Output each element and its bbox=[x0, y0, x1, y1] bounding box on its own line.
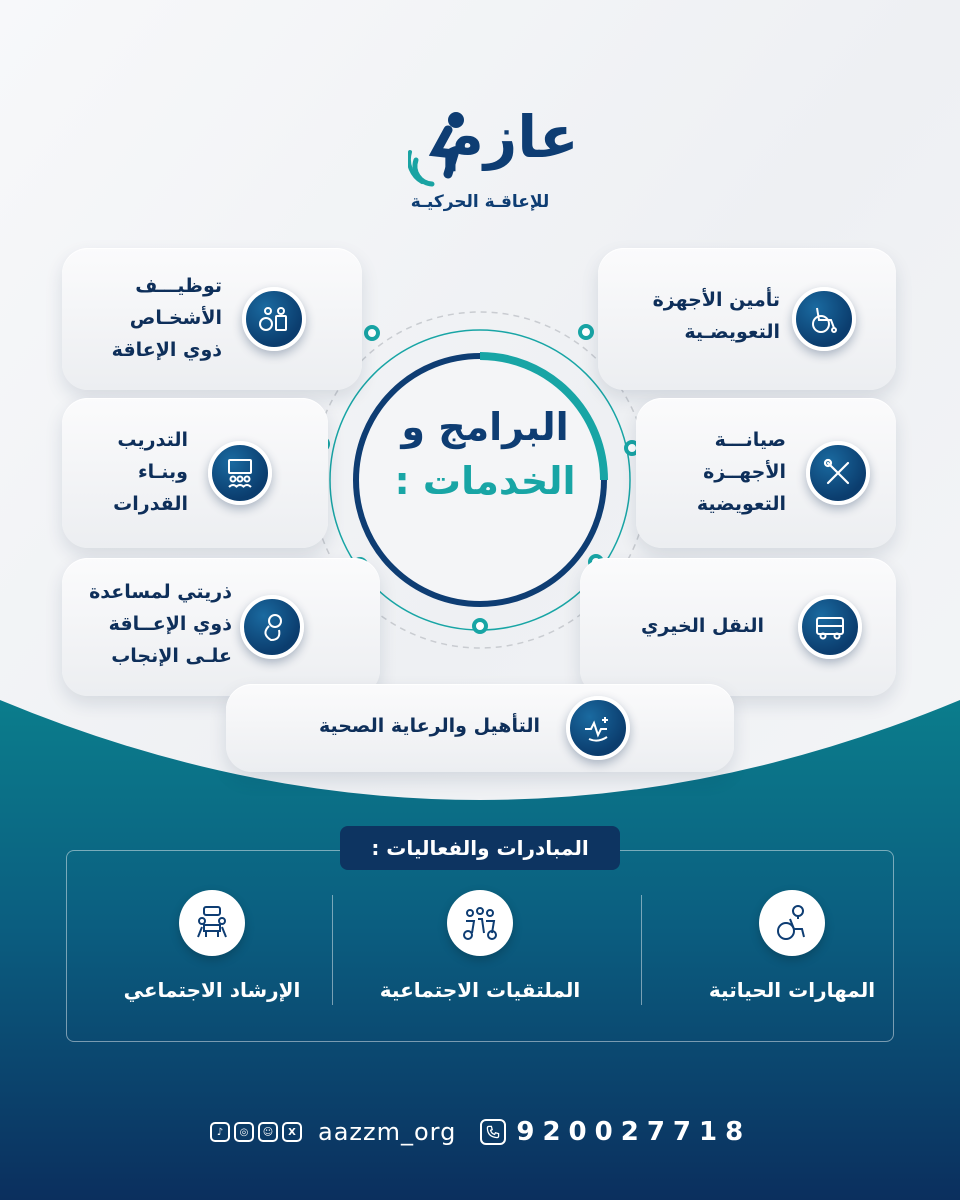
service-label-transport: النقل الخيري bbox=[641, 615, 764, 637]
phone-icon bbox=[480, 1119, 506, 1145]
logo-wordmark: عازم bbox=[441, 103, 579, 171]
service-card-fertility[interactable] bbox=[62, 558, 380, 696]
initiative-life-skills[interactable] bbox=[672, 890, 912, 1002]
social-handle[interactable]: aazzm_org bbox=[318, 1118, 457, 1146]
service-label-healthcare: التأهيل والرعاية الصحية bbox=[318, 715, 540, 737]
service-card-healthcare[interactable] bbox=[226, 684, 734, 772]
social-gathering-icon bbox=[447, 890, 513, 956]
initiative-label: الإرشاد الاجتماعي bbox=[123, 978, 301, 1002]
social-icons bbox=[210, 1122, 302, 1142]
center-title-line1: البرامج و bbox=[401, 405, 569, 449]
service-label-devices: تأمين الأجهزة التعويضـية bbox=[652, 289, 780, 343]
service-card-employment[interactable] bbox=[62, 248, 362, 390]
healthcare-icon bbox=[566, 696, 630, 760]
initiatives-title: المبادرات والفعاليات : bbox=[340, 826, 620, 870]
instagram-icon[interactable]: ◎ bbox=[234, 1122, 254, 1142]
logo bbox=[380, 100, 580, 230]
service-label-employment: توظيـــف الأشخـاص ذوي الإعاقة bbox=[111, 275, 222, 361]
x-icon[interactable]: X bbox=[282, 1122, 302, 1142]
workers-icon bbox=[242, 287, 306, 351]
footer-contact bbox=[210, 1112, 770, 1152]
service-card-training[interactable] bbox=[62, 398, 328, 548]
life-skills-icon bbox=[759, 890, 825, 956]
training-icon bbox=[208, 441, 272, 505]
logo-subtitle: للإعاقـة الحركيـة bbox=[410, 192, 550, 212]
tiktok-icon[interactable]: ♪ bbox=[210, 1122, 230, 1142]
initiative-label: الملتقيات الاجتماعية bbox=[379, 978, 581, 1002]
initiative-social-gatherings[interactable] bbox=[360, 890, 600, 1002]
social-counseling-icon bbox=[179, 890, 245, 956]
service-label-fertility: ذريتي لمساعدة ذوي الإعــاقة علـى الإنجاب bbox=[89, 581, 232, 667]
initiative-social-counseling[interactable] bbox=[92, 890, 332, 1002]
center-title bbox=[360, 400, 610, 508]
service-card-maintenance[interactable] bbox=[636, 398, 896, 548]
baby-icon bbox=[240, 595, 304, 659]
wheelchair-icon bbox=[792, 287, 856, 351]
phone-number[interactable]: 920027718 bbox=[516, 1117, 752, 1147]
center-title-line2: الخدمات : bbox=[394, 459, 576, 503]
service-label-maintenance: صيانـــة الأجهــزة التعويضية bbox=[696, 429, 786, 515]
divider bbox=[332, 895, 333, 1005]
service-card-transport[interactable] bbox=[580, 558, 896, 696]
service-card-devices[interactable] bbox=[598, 248, 896, 390]
snapchat-icon[interactable]: ☺ bbox=[258, 1122, 278, 1142]
service-label-training: التدريب وبنـاء القدرات bbox=[113, 429, 188, 515]
initiative-label: المهارات الحياتية bbox=[708, 978, 876, 1002]
divider bbox=[641, 895, 642, 1005]
tools-icon bbox=[806, 441, 870, 505]
bus-icon bbox=[798, 595, 862, 659]
